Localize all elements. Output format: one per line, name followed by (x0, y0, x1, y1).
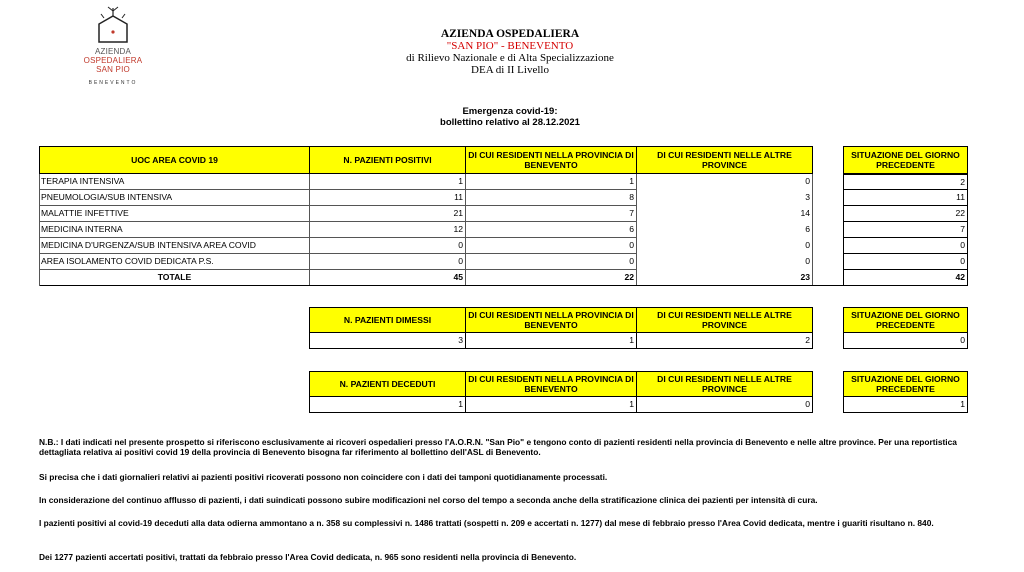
dimessi-altre-value: 2 (636, 332, 813, 349)
cell-altre: 6 (636, 222, 813, 238)
deceduti-precedente-value: 1 (843, 396, 968, 413)
row-divider (39, 285, 968, 286)
note-dati-giornalieri: Si precisa che i dati giornalieri relativi ai pazienti positivi ricoverati possono non coincidere con i dati dei tamponi quotidianamente processati. (39, 472, 608, 482)
cell-bn: 0 (465, 254, 637, 270)
header-positivi: N. PAZIENTI POSITIVI (309, 146, 466, 174)
cell-positivi: 11 (309, 190, 466, 206)
note-nb: N.B.: I dati indicati nel presente prospetto si riferiscono esclusivamente ai ricoveri ospedalieri presso l'A.O.R.N. "San Pio" e tengono conto di pazienti residenti nella provincia di Benevento e nelle altre province. Per una reportistica dettagliata relativa ai positivi covid 19 della provincia di Benevento bisogna far riferimento al bollettino dell'ASL di Benevento. (39, 437, 957, 457)
header-altre-province: DI CUI RESIDENTI NELLE ALTRE PROVINCE (636, 146, 813, 174)
header-dimessi-precedente: SITUAZIONE DEL GIORNO PRECEDENTE (843, 307, 968, 333)
logo-text-sanpio: SAN PIO (96, 65, 130, 74)
header-residenti-bn: DI CUI RESIDENTI NELLA PROVINCIA DI BENEVENTO (465, 146, 637, 174)
header-giorno-precedente: SITUAZIONE DEL GIORNO PRECEDENTE (843, 146, 968, 174)
area-label: PNEUMOLOGIA/SUB INTENSIVA (41, 192, 173, 202)
cell-altre: 0 (636, 174, 813, 190)
cell-altre: 0 (636, 238, 813, 254)
cell-positivi: 12 (309, 222, 466, 238)
header-deceduti: N. PAZIENTI DECEDUTI (309, 371, 466, 397)
table-left-border (39, 174, 40, 286)
header-dimessi-altre-province: DI CUI RESIDENTI NELLE ALTRE PROVINCE (636, 307, 813, 333)
cell-precedente: 22 (843, 206, 968, 222)
cell-precedente: 42 (843, 270, 968, 286)
dimessi-precedente-value: 0 (843, 332, 968, 349)
header-deceduti-altre-province: DI CUI RESIDENTI NELLE ALTRE PROVINCE (636, 371, 813, 397)
deceduti-bn-value: 1 (465, 396, 637, 413)
cell-positivi: 45 (309, 270, 466, 286)
note-afflusso: In considerazione del continuo afflusso di pazienti, i dati suindicati possono subire modificazioni nel corso del tempo a seconda anche della stratificazione clinica dei pazienti per intensità di cura. (39, 495, 818, 505)
document-header (360, 28, 660, 76)
cell-precedente: 0 (843, 238, 968, 254)
cell-bn: 1 (465, 174, 637, 190)
cell-positivi: 21 (309, 206, 466, 222)
deceduti-value: 1 (309, 396, 466, 413)
header-subtitle: "SAN PIO" - BENEVENTO (446, 40, 574, 52)
note-deceduti: I pazienti positivi al covid-19 deceduti alla data odierna ammontano a n. 358 su complessivi n. 1486 trattati (sospetti n. 209 e accertati n. 1277) dal mese di febbraio presso l'Area Covid dedicata, mentre i guariti risultano n. 840. (39, 518, 934, 528)
cell-positivi: 0 (309, 254, 466, 270)
cell-positivi: 0 (309, 238, 466, 254)
header-line4: DEA di II Livello (471, 64, 549, 76)
note-accertati: Dei 1277 pazienti accertati positivi, trattati da febbraio presso l'Area Covid dedicata, n. 965 sono residenti nella provincia di Benevento. (39, 552, 577, 562)
area-label: MEDICINA D'URGENZA/SUB INTENSIVA AREA COVID (41, 240, 256, 250)
area-label: AREA ISOLAMENTO COVID DEDICATA P.S. (41, 256, 214, 266)
cell-bn: 7 (465, 206, 637, 222)
bulletin-line1: Emergenza covid-19: (462, 106, 558, 117)
area-label: TERAPIA INTENSIVA (41, 176, 125, 186)
header-dimessi: N. PAZIENTI DIMESSI (309, 307, 466, 333)
logo-text-ospedaliera: OSPEDALIERA (83, 56, 143, 65)
total-label: TOTALE (157, 272, 192, 282)
cell-positivi: 1 (309, 174, 466, 190)
cell-bn: 0 (465, 238, 637, 254)
cell-altre: 14 (636, 206, 813, 222)
cell-bn: 22 (465, 270, 637, 286)
logo-text-azienda: AZIENDA (94, 47, 132, 56)
cell-altre: 23 (636, 270, 813, 286)
area-label: MEDICINA INTERNA (41, 224, 123, 234)
bulletin-title (380, 106, 640, 128)
cell-altre: 0 (636, 254, 813, 270)
logo-text-city: BENEVENTO (88, 80, 138, 86)
cell-precedente: 2 (843, 174, 968, 190)
cell-precedente: 0 (843, 254, 968, 270)
header-title: AZIENDA OSPEDALIERA (440, 28, 580, 40)
hospital-logo (78, 6, 148, 98)
deceduti-altre-value: 0 (636, 396, 813, 413)
cell-precedente: 11 (843, 190, 968, 206)
header-line3: di Rilievo Nazionale e di Alta Specializzazione (406, 52, 614, 64)
header-dimessi-residenti-bn: DI CUI RESIDENTI NELLA PROVINCIA DI BENEVENTO (465, 307, 637, 333)
cell-precedente: 7 (843, 222, 968, 238)
area-label: MALATTIE INFETTIVE (41, 208, 129, 218)
logo-house-icon (93, 6, 133, 46)
cell-bn: 8 (465, 190, 637, 206)
cell-altre: 3 (636, 190, 813, 206)
header-deceduti-precedente: SITUAZIONE DEL GIORNO PRECEDENTE (843, 371, 968, 397)
dimessi-value: 3 (309, 332, 466, 349)
header-deceduti-residenti-bn: DI CUI RESIDENTI NELLA PROVINCIA DI BENEVENTO (465, 371, 637, 397)
header-uoc: UOC AREA COVID 19 (39, 146, 310, 174)
dimessi-bn-value: 1 (465, 332, 637, 349)
bulletin-line2: bollettino relativo al 28.12.2021 (440, 117, 580, 128)
cell-bn: 6 (465, 222, 637, 238)
